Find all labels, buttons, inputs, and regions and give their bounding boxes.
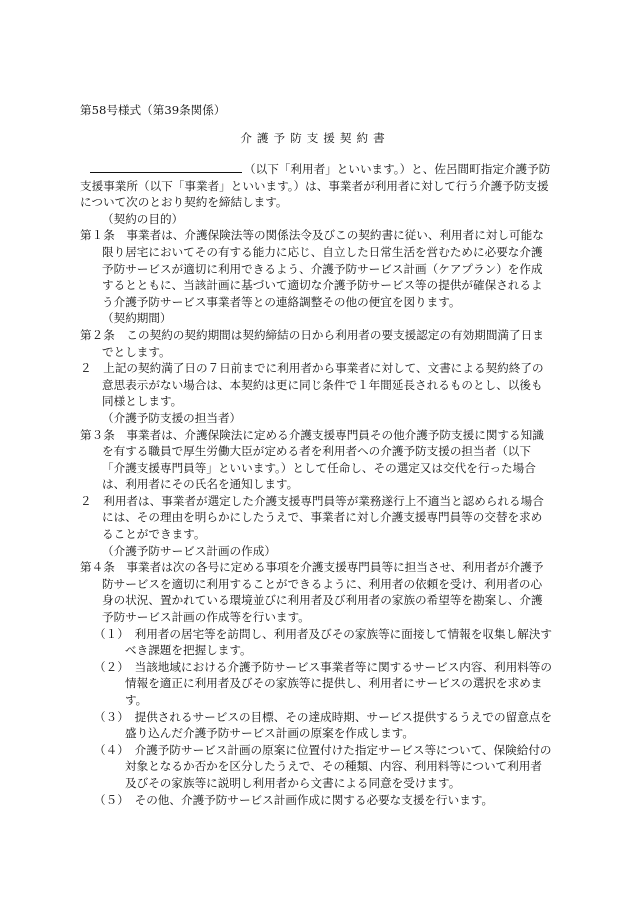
article-4-item-3 (80, 709, 552, 742)
article-1-heading: （契約の目的） (102, 211, 184, 226)
article-1-number: 第１条 (80, 228, 115, 243)
article-3-paragraph-2 (80, 493, 552, 543)
preamble-text: （以下「利用者」といいます。）と、佐呂間町指定介護予防支援事業所（以下「事業者」といいます。）は、事業者が利用者に対して行う介護予防支援について次のとおり契約を締結します。 (80, 162, 551, 210)
item-number: （５） (94, 792, 123, 807)
article-3 (80, 427, 552, 493)
article-2-number: 第２条 (80, 327, 115, 342)
article-1-text: 事業者は、介護保険法等の関係法令及びこの契約書に従い、利用者に対し可能な限り居宅においてその有する能力に応じ、自立した日常生活を営むために必要な介護予防サービスが適切に利用できるよう、介護予防サービス計画（ケアプラン）を作成するとともに、当該計画に基づいて適切な介護予防サービス等の提供が確保されるよう介護予防サービス事業者等との連絡調整その他の便宜を図ります。 (102, 228, 544, 309)
document-title: 介護予防支援契約書 (240, 131, 390, 145)
article-2-text: この契約の契約期間は契約締結の日から利用者の要支援認定の有効期間満了日までとします。 (102, 327, 544, 359)
article-4 (80, 559, 552, 625)
item-text: 利用者の居宅等を訪問し、利用者及びその家族等に面接して情報を収集し解決すべき課題を把握します。 (125, 626, 552, 658)
paragraph-text: 上記の契約満了日の７日前までに利用者から事業者に対して、文書による契約終了の意思表示がない場合は、本契約は更に同じ条件で１年間延長されるものとし、以後も同様とします。 (102, 361, 544, 409)
name-blank-line[interactable] (90, 160, 242, 173)
article-4-number: 第４条 (80, 560, 115, 575)
article-4-item-4 (80, 742, 552, 792)
item-number: （１） (94, 626, 123, 641)
article-2 (80, 327, 552, 360)
document-body (80, 160, 552, 808)
article-3-text: 事業者は、介護保険法に定める介護支援専門員その他介護予防支援に関する知識を有する職員で厚生労働大臣が定める者を利用者への介護予防支援の担当者（以下「介護支援専門員等」といいます。）として任命し、その選定又は交代を行った場合は、利用者にその氏名を通知します。 (102, 427, 544, 492)
item-text: 当該地域における介護予防サービス事業者等に関するサービス内容、利用料等の情報を適正に利用者及びその家族等に提供し、利用者にサービスの選択を求めます。 (125, 659, 552, 707)
article-3-heading: （介護予防支援の担当者） (102, 410, 242, 425)
form-number: 第58号様式（第39条関係） (80, 103, 226, 117)
paragraph-number: ２ (80, 361, 92, 376)
preamble (80, 160, 552, 211)
paragraph-text: 利用者は、事業者が選定した介護支援専門員等が業務遂行上不適当と認められる場合には、その理由を明らかにしたうえで、事業者に対し介護支援専門員等の交替を求めることができます。 (102, 493, 544, 542)
item-text: 提供されるサービスの目標、その達成時期、サービス提供するうえでの留意点を盛り込んだ介護予防サービス計画の原案を作成します。 (125, 709, 552, 741)
article-4-text: 事業者は次の各号に定める事項を介護支援専門員等に担当させ、利用者が介護予防サービスを適切に利用することができるように、利用者の依頼を受け、利用者の心身の状況、置かれている環境並びに利用者及び利用者の家族の希望等を勘案し、介護予防サービス計画の作成等を行います。 (102, 560, 544, 625)
article-4-item-1 (80, 626, 552, 659)
item-number: （２） (94, 659, 123, 674)
paragraph-number: ２ (80, 493, 92, 508)
item-number: （４） (94, 742, 123, 757)
article-4-item-2 (80, 659, 552, 709)
article-4-item-5 (80, 792, 552, 809)
item-text: 介護予防サービス計画の原案に位置付けた指定サービス等について、保険給付の対象となるか否かを区分したうえで、その種類、内容、利用料等について利用者及びその家族等に説明し利用者から文書による同意を受けます。 (125, 742, 552, 790)
article-3-number: 第３条 (80, 427, 115, 442)
article-2-heading: （契約期間） (102, 311, 172, 326)
article-1 (80, 227, 552, 310)
article-4-heading: （介護予防サービス計画の作成） (102, 543, 276, 558)
item-number: （３） (94, 709, 123, 724)
article-2-paragraph-2 (80, 360, 552, 410)
item-text: その他、介護予防サービス計画作成に関する必要な支援を行います。 (134, 792, 494, 807)
